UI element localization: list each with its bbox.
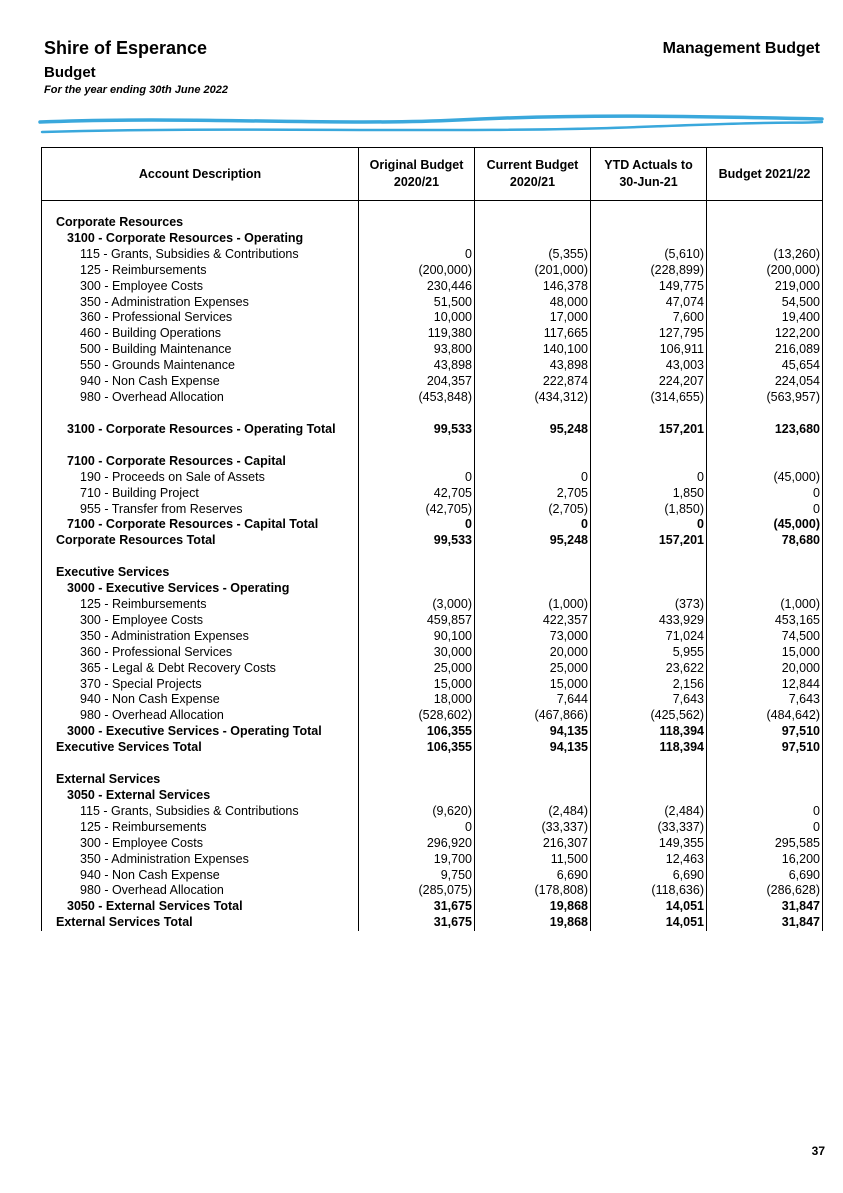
current-budget-value: 117,665 <box>475 326 591 342</box>
account-description: 710 - Building Project <box>42 486 359 502</box>
account-description: 190 - Proceeds on Sale of Assets <box>42 470 359 486</box>
table-row-stotal <box>42 915 823 931</box>
current-budget-value: (2,705) <box>475 502 591 518</box>
current-budget-value <box>475 231 591 247</box>
account-description: 115 - Grants, Subsidies & Contributions <box>42 804 359 820</box>
ytd-actuals-value: 433,929 <box>591 613 707 629</box>
ytd-actuals-value <box>591 756 707 772</box>
table-row-line <box>42 326 823 342</box>
budget-2021-22-value: 97,510 <box>707 724 823 740</box>
account-description: 3000 - Executive Services - Operating Total <box>42 724 359 740</box>
current-budget-value: (178,808) <box>475 883 591 899</box>
current-budget-value: 95,248 <box>475 533 591 549</box>
account-description: 7100 - Corporate Resources - Capital <box>42 454 359 470</box>
ytd-actuals-value: 71,024 <box>591 629 707 645</box>
budget-2021-22-value <box>707 565 823 581</box>
original-budget-value: 43,898 <box>359 358 475 374</box>
original-budget-value: 99,533 <box>359 422 475 438</box>
current-budget-value: (33,337) <box>475 820 591 836</box>
budget-2021-22-value: 295,585 <box>707 836 823 852</box>
original-budget-value: 119,380 <box>359 326 475 342</box>
original-budget-value <box>359 201 475 216</box>
table-row-line <box>42 486 823 502</box>
current-budget-value: 216,307 <box>475 836 591 852</box>
table-header-row <box>42 148 823 201</box>
current-budget-value: 0 <box>475 470 591 486</box>
ytd-actuals-value: 106,911 <box>591 342 707 358</box>
ytd-actuals-value: 14,051 <box>591 899 707 915</box>
ytd-actuals-value: 0 <box>591 517 707 533</box>
ytd-actuals-value: 12,463 <box>591 852 707 868</box>
account-description: 460 - Building Operations <box>42 326 359 342</box>
original-budget-value: 30,000 <box>359 645 475 661</box>
page-number: 37 <box>811 1144 825 1158</box>
document-type-title: Management Budget <box>662 40 820 57</box>
budget-2021-22-value <box>707 215 823 231</box>
budget-2021-22-value: 453,165 <box>707 613 823 629</box>
account-description <box>42 549 359 565</box>
account-description: 980 - Overhead Allocation <box>42 708 359 724</box>
current-budget-value: (467,866) <box>475 708 591 724</box>
original-budget-value <box>359 438 475 454</box>
table-row-gap <box>42 549 823 565</box>
original-budget-value: 106,355 <box>359 724 475 740</box>
budget-2021-22-value: (45,000) <box>707 470 823 486</box>
budget-2021-22-value: 12,844 <box>707 677 823 693</box>
table-row-line <box>42 868 823 884</box>
table-row-section <box>42 565 823 581</box>
budget-2021-22-value <box>707 549 823 565</box>
original-budget-value: 19,700 <box>359 852 475 868</box>
ytd-actuals-value: 0 <box>591 470 707 486</box>
current-budget-value: 17,000 <box>475 310 591 326</box>
ytd-actuals-value: 157,201 <box>591 422 707 438</box>
current-budget-value: 140,100 <box>475 342 591 358</box>
original-budget-value <box>359 581 475 597</box>
current-budget-value: 11,500 <box>475 852 591 868</box>
current-budget-value: 0 <box>475 517 591 533</box>
original-budget-value: 204,357 <box>359 374 475 390</box>
account-description: 940 - Non Cash Expense <box>42 692 359 708</box>
ytd-actuals-value <box>591 772 707 788</box>
account-description: Corporate Resources Total <box>42 533 359 549</box>
current-budget-value: 222,874 <box>475 374 591 390</box>
account-description <box>42 438 359 454</box>
original-budget-value: (3,000) <box>359 597 475 613</box>
current-budget-value: (201,000) <box>475 263 591 279</box>
original-budget-value: 25,000 <box>359 661 475 677</box>
table-row-stotal <box>42 740 823 756</box>
current-budget-value <box>475 788 591 804</box>
document-subtitle: Budget <box>44 64 96 81</box>
ytd-actuals-value <box>591 201 707 216</box>
budget-2021-22-value: 7,643 <box>707 692 823 708</box>
original-budget-value: 9,750 <box>359 868 475 884</box>
budget-2021-22-value: 6,690 <box>707 868 823 884</box>
account-description: 550 - Grounds Maintenance <box>42 358 359 374</box>
ytd-actuals-value: 6,690 <box>591 868 707 884</box>
ytd-actuals-value <box>591 581 707 597</box>
budget-2021-22-value <box>707 788 823 804</box>
budget-2021-22-value: (1,000) <box>707 597 823 613</box>
budget-2021-22-value: 0 <box>707 502 823 518</box>
account-description: 360 - Professional Services <box>42 645 359 661</box>
table-row-line <box>42 295 823 311</box>
brush-stroke-divider <box>38 112 828 140</box>
current-budget-value: (5,355) <box>475 247 591 263</box>
table-row-line <box>42 692 823 708</box>
original-budget-value <box>359 231 475 247</box>
account-description: 3100 - Corporate Resources - Operating Total <box>42 422 359 438</box>
current-budget-value <box>475 454 591 470</box>
account-description <box>42 201 359 216</box>
table-row-line <box>42 629 823 645</box>
table-row-gap <box>42 756 823 772</box>
account-description: 980 - Overhead Allocation <box>42 883 359 899</box>
budget-2021-22-value: 0 <box>707 804 823 820</box>
budget-2021-22-value: 31,847 <box>707 899 823 915</box>
account-description: 300 - Employee Costs <box>42 613 359 629</box>
column-header-description: Account Description <box>42 148 359 201</box>
ytd-actuals-value: 47,074 <box>591 295 707 311</box>
original-budget-value: 31,675 <box>359 899 475 915</box>
budget-2021-22-value: 45,654 <box>707 358 823 374</box>
table-row-line <box>42 597 823 613</box>
original-budget-value <box>359 788 475 804</box>
table-row-line <box>42 677 823 693</box>
table-row-line <box>42 502 823 518</box>
table-row-group <box>42 581 823 597</box>
account-description: 125 - Reimbursements <box>42 820 359 836</box>
original-budget-value <box>359 772 475 788</box>
ytd-actuals-value: (33,337) <box>591 820 707 836</box>
budget-2021-22-value: 216,089 <box>707 342 823 358</box>
current-budget-value: 7,644 <box>475 692 591 708</box>
account-description: 350 - Administration Expenses <box>42 629 359 645</box>
original-budget-value: 459,857 <box>359 613 475 629</box>
account-description <box>42 756 359 772</box>
current-budget-value: (1,000) <box>475 597 591 613</box>
original-budget-value: 0 <box>359 820 475 836</box>
current-budget-value: 6,690 <box>475 868 591 884</box>
budget-2021-22-value: 219,000 <box>707 279 823 295</box>
current-budget-value <box>475 215 591 231</box>
budget-2021-22-value: 15,000 <box>707 645 823 661</box>
original-budget-value: 0 <box>359 247 475 263</box>
current-budget-value <box>475 201 591 216</box>
account-description: External Services Total <box>42 915 359 931</box>
ytd-actuals-value <box>591 215 707 231</box>
account-description: 955 - Transfer from Reserves <box>42 502 359 518</box>
budget-2021-22-value: 31,847 <box>707 915 823 931</box>
budget-2021-22-value: 0 <box>707 820 823 836</box>
budget-2021-22-value: 123,680 <box>707 422 823 438</box>
original-budget-value: 90,100 <box>359 629 475 645</box>
account-description: 3000 - Executive Services - Operating <box>42 581 359 597</box>
budget-2021-22-value: 74,500 <box>707 629 823 645</box>
ytd-actuals-value: (5,610) <box>591 247 707 263</box>
table-row-group <box>42 454 823 470</box>
current-budget-value: 19,868 <box>475 899 591 915</box>
ytd-actuals-value <box>591 565 707 581</box>
original-budget-value: 42,705 <box>359 486 475 502</box>
table-row-line <box>42 804 823 820</box>
table-row-line <box>42 390 823 406</box>
original-budget-value: 296,920 <box>359 836 475 852</box>
table-row-gtotal <box>42 422 823 438</box>
current-budget-value: 95,248 <box>475 422 591 438</box>
ytd-actuals-value: 127,795 <box>591 326 707 342</box>
ytd-actuals-value <box>591 454 707 470</box>
table-row-line <box>42 358 823 374</box>
budget-2021-22-value: 78,680 <box>707 533 823 549</box>
budget-2021-22-value: 19,400 <box>707 310 823 326</box>
ytd-actuals-value: 7,643 <box>591 692 707 708</box>
table-row-gap <box>42 438 823 454</box>
original-budget-value: (9,620) <box>359 804 475 820</box>
budget-2021-22-value <box>707 231 823 247</box>
original-budget-value: 0 <box>359 517 475 533</box>
original-budget-value: (453,848) <box>359 390 475 406</box>
ytd-actuals-value <box>591 549 707 565</box>
original-budget-value: 0 <box>359 470 475 486</box>
table-row-line <box>42 374 823 390</box>
current-budget-value: 25,000 <box>475 661 591 677</box>
account-description: 370 - Special Projects <box>42 677 359 693</box>
account-description: 7100 - Corporate Resources - Capital Total <box>42 517 359 533</box>
ytd-actuals-value <box>591 788 707 804</box>
current-budget-value: 146,378 <box>475 279 591 295</box>
table-row-line <box>42 820 823 836</box>
budget-2021-22-value: (484,642) <box>707 708 823 724</box>
ytd-actuals-value: (1,850) <box>591 502 707 518</box>
account-description: 350 - Administration Expenses <box>42 295 359 311</box>
current-budget-value: 43,898 <box>475 358 591 374</box>
ytd-actuals-value: 1,850 <box>591 486 707 502</box>
current-budget-value <box>475 581 591 597</box>
budget-2021-22-value <box>707 201 823 216</box>
current-budget-value <box>475 406 591 422</box>
table-row-line <box>42 883 823 899</box>
budget-2021-22-value <box>707 438 823 454</box>
account-description: 115 - Grants, Subsidies & Contributions <box>42 247 359 263</box>
ytd-actuals-value <box>591 438 707 454</box>
current-budget-value <box>475 756 591 772</box>
budget-table-body <box>42 201 823 932</box>
budget-2021-22-value: (45,000) <box>707 517 823 533</box>
table-row-gtotal <box>42 517 823 533</box>
table-row-spacer <box>42 201 823 216</box>
original-budget-value: 31,675 <box>359 915 475 931</box>
table-row-stotal <box>42 533 823 549</box>
table-row-line <box>42 279 823 295</box>
original-budget-value: 106,355 <box>359 740 475 756</box>
table-row-gtotal <box>42 899 823 915</box>
budget-2021-22-value: 122,200 <box>707 326 823 342</box>
original-budget-value: (528,602) <box>359 708 475 724</box>
ytd-actuals-value: 118,394 <box>591 740 707 756</box>
account-description: Executive Services <box>42 565 359 581</box>
account-description: 365 - Legal & Debt Recovery Costs <box>42 661 359 677</box>
account-description: 940 - Non Cash Expense <box>42 374 359 390</box>
ytd-actuals-value: 149,775 <box>591 279 707 295</box>
current-budget-value <box>475 772 591 788</box>
table-row-line <box>42 263 823 279</box>
ytd-actuals-value: 43,003 <box>591 358 707 374</box>
current-budget-value: (434,312) <box>475 390 591 406</box>
ytd-actuals-value: 5,955 <box>591 645 707 661</box>
budget-2021-22-value: 0 <box>707 486 823 502</box>
current-budget-value: 19,868 <box>475 915 591 931</box>
column-header-ytd-actuals: YTD Actuals to 30-Jun-21 <box>591 148 707 201</box>
ytd-actuals-value: 149,355 <box>591 836 707 852</box>
table-row-line <box>42 708 823 724</box>
table-row-section <box>42 215 823 231</box>
original-budget-value: 51,500 <box>359 295 475 311</box>
column-header-budget-2021-22: Budget 2021/22 <box>707 148 823 201</box>
account-description: 350 - Administration Expenses <box>42 852 359 868</box>
original-budget-value: 99,533 <box>359 533 475 549</box>
account-description: 360 - Professional Services <box>42 310 359 326</box>
table-row-group <box>42 788 823 804</box>
original-budget-value <box>359 215 475 231</box>
current-budget-value: 94,135 <box>475 724 591 740</box>
budget-2021-22-value <box>707 756 823 772</box>
account-description: 300 - Employee Costs <box>42 836 359 852</box>
original-budget-value <box>359 549 475 565</box>
original-budget-value <box>359 565 475 581</box>
budget-2021-22-value: 20,000 <box>707 661 823 677</box>
original-budget-value <box>359 454 475 470</box>
budget-2021-22-value <box>707 406 823 422</box>
account-description: 125 - Reimbursements <box>42 263 359 279</box>
account-description: Executive Services Total <box>42 740 359 756</box>
table-row-line <box>42 645 823 661</box>
account-description: 3050 - External Services <box>42 788 359 804</box>
table-row-line <box>42 310 823 326</box>
table-row-line <box>42 247 823 263</box>
account-description: 980 - Overhead Allocation <box>42 390 359 406</box>
table-row-section <box>42 772 823 788</box>
ytd-actuals-value <box>591 231 707 247</box>
budget-2021-22-value: 224,054 <box>707 374 823 390</box>
original-budget-value: (200,000) <box>359 263 475 279</box>
original-budget-value: 15,000 <box>359 677 475 693</box>
budget-2021-22-value: (200,000) <box>707 263 823 279</box>
budget-2021-22-value: (13,260) <box>707 247 823 263</box>
current-budget-value: 20,000 <box>475 645 591 661</box>
original-budget-value: 230,446 <box>359 279 475 295</box>
current-budget-value: 2,705 <box>475 486 591 502</box>
current-budget-value: 422,357 <box>475 613 591 629</box>
ytd-actuals-value: 157,201 <box>591 533 707 549</box>
account-description: 125 - Reimbursements <box>42 597 359 613</box>
ytd-actuals-value: (314,655) <box>591 390 707 406</box>
ytd-actuals-value: (425,562) <box>591 708 707 724</box>
account-description: Corporate Resources <box>42 215 359 231</box>
reporting-period: For the year ending 30th June 2022 <box>44 84 229 96</box>
current-budget-value <box>475 565 591 581</box>
original-budget-value: 18,000 <box>359 692 475 708</box>
account-description: External Services <box>42 772 359 788</box>
budget-table <box>41 147 823 931</box>
current-budget-value: 15,000 <box>475 677 591 693</box>
ytd-actuals-value: 14,051 <box>591 915 707 931</box>
account-description: 3100 - Corporate Resources - Operating <box>42 231 359 247</box>
original-budget-value: (285,075) <box>359 883 475 899</box>
current-budget-value: 48,000 <box>475 295 591 311</box>
budget-2021-22-value <box>707 581 823 597</box>
current-budget-value <box>475 438 591 454</box>
table-row-line <box>42 613 823 629</box>
budget-2021-22-value: 97,510 <box>707 740 823 756</box>
budget-2021-22-value: 54,500 <box>707 295 823 311</box>
current-budget-value: 94,135 <box>475 740 591 756</box>
table-row-line <box>42 852 823 868</box>
original-budget-value: (42,705) <box>359 502 475 518</box>
account-description: 940 - Non Cash Expense <box>42 868 359 884</box>
organisation-title: Shire of Esperance <box>44 38 208 58</box>
table-row-line <box>42 661 823 677</box>
ytd-actuals-value <box>591 406 707 422</box>
table-row-line <box>42 470 823 486</box>
column-header-original-budget: Original Budget 2020/21 <box>359 148 475 201</box>
account-description: 3050 - External Services Total <box>42 899 359 915</box>
ytd-actuals-value: (228,899) <box>591 263 707 279</box>
table-row-gap <box>42 406 823 422</box>
ytd-actuals-value: 118,394 <box>591 724 707 740</box>
original-budget-value: 93,800 <box>359 342 475 358</box>
account-description: 500 - Building Maintenance <box>42 342 359 358</box>
current-budget-value <box>475 549 591 565</box>
table-row-gtotal <box>42 724 823 740</box>
original-budget-value: 10,000 <box>359 310 475 326</box>
column-header-current-budget: Current Budget 2020/21 <box>475 148 591 201</box>
table-row-line <box>42 342 823 358</box>
ytd-actuals-value: (118,636) <box>591 883 707 899</box>
table-row-line <box>42 836 823 852</box>
original-budget-value <box>359 406 475 422</box>
ytd-actuals-value: (373) <box>591 597 707 613</box>
budget-2021-22-value <box>707 454 823 470</box>
ytd-actuals-value: (2,484) <box>591 804 707 820</box>
account-description: 300 - Employee Costs <box>42 279 359 295</box>
account-description <box>42 406 359 422</box>
budget-2021-22-value: (286,628) <box>707 883 823 899</box>
ytd-actuals-value: 23,622 <box>591 661 707 677</box>
current-budget-value: (2,484) <box>475 804 591 820</box>
current-budget-value: 73,000 <box>475 629 591 645</box>
budget-2021-22-value: 16,200 <box>707 852 823 868</box>
original-budget-value <box>359 756 475 772</box>
budget-2021-22-value <box>707 772 823 788</box>
ytd-actuals-value: 2,156 <box>591 677 707 693</box>
ytd-actuals-value: 7,600 <box>591 310 707 326</box>
table-row-group <box>42 231 823 247</box>
ytd-actuals-value: 224,207 <box>591 374 707 390</box>
budget-2021-22-value: (563,957) <box>707 390 823 406</box>
